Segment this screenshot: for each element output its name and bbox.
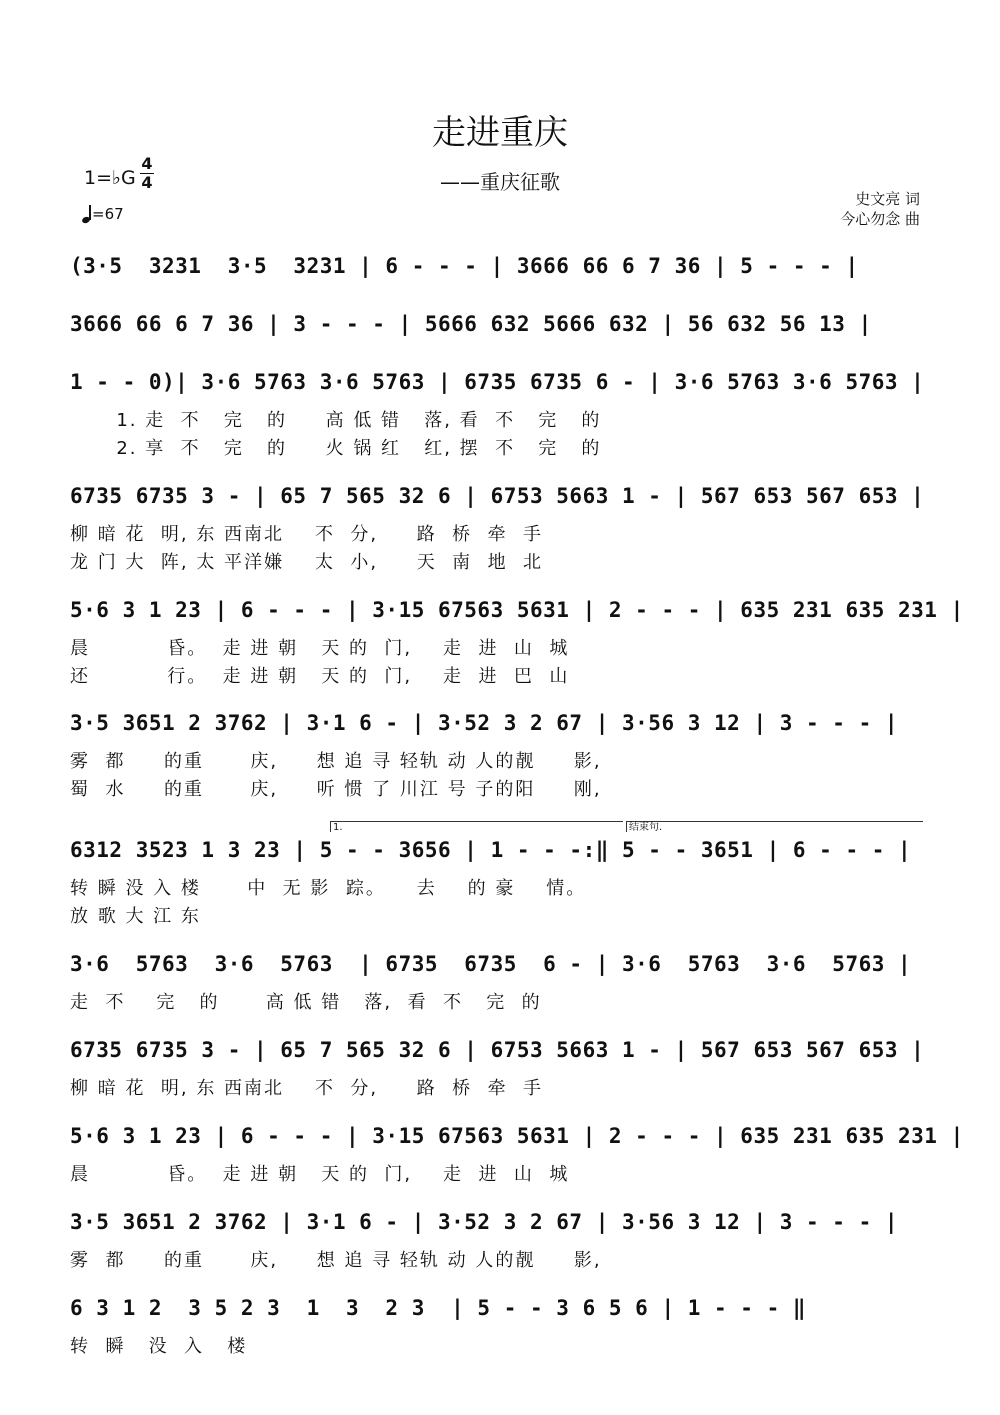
song-title: 走进重庆 [432, 113, 568, 153]
jianpu-line: 6 3 1 2 3 5 2 3 1 3 2 3 | 5 - - 3 6 5 6 | 1 - - - ‖ [70, 1296, 807, 1320]
jianpu-line: (3·5 3231 3·5 3231 | 6 - - - | 3666 66 6 7 36 | 5 - - - | [70, 254, 859, 278]
lyric-line: 放 歌 大 江 东 [70, 906, 201, 927]
lyric-line: 柳 暗 花 明, 东 西南北 不 分, 路 桥 牵 手 [70, 524, 544, 545]
meter-top: 4 [141, 154, 153, 173]
lyric-line: 雾 都 的重 庆, 想 追 寻 轻轨 动 人的靓 影, [70, 1250, 602, 1271]
quarter-note-icon [82, 205, 92, 223]
jianpu-line: 1 - - 0)| 3·6 5763 3·6 5763 | 6735 6735 6 - | 3·6 5763 3·6 5763 | [70, 370, 925, 394]
song-subtitle: ——重庆征歌 [440, 170, 560, 194]
score-system [70, 1208, 930, 1271]
lyric-line: 蜀 水 的重 庆, 听 惯 了 川江 号 子的阳 刚, [70, 779, 602, 800]
score-system [70, 1294, 930, 1357]
lyric-line: 晨 昏。 走 进 朝 天 的 门, 走 进 山 城 [70, 638, 570, 659]
jianpu-line: 3·5 3651 2 3762 | 3·1 6 - | 3·52 3 2 67 | 3·56 3 12 | 3 - - - | [70, 1210, 899, 1234]
coda-ending-bracket: 结束句. [626, 821, 923, 832]
meter-bottom: 4 [141, 173, 153, 192]
jianpu-line: 3·5 3651 2 3762 | 3·1 6 - | 3·52 3 2 67 | 3·56 3 12 | 3 - - - | [70, 711, 899, 735]
jianpu-line: 3666 66 6 7 36 | 3 - - - | 5666 632 5666 632 | 56 632 56 13 | [70, 312, 872, 336]
jianpu-line: 6735 6735 3 - | 65 7 565 32 6 | 6753 5663 1 - | 567 653 567 653 | [70, 484, 925, 508]
first-ending-bracket: 1. [330, 821, 623, 832]
tempo-marking [82, 205, 124, 223]
score-system [70, 482, 930, 573]
lyric-line: 转 瞬 没 入 楼 [70, 1336, 248, 1357]
time-signature [140, 155, 154, 192]
jianpu-line: 5·6 3 1 23 | 6 - - - | 3·15 67563 5631 | 2 - - - | 635 231 635 231 | [70, 1124, 964, 1148]
lyric-line: 雾 都 的重 庆, 想 追 寻 轻轨 动 人的靓 影, [70, 751, 602, 772]
score-system [70, 709, 930, 800]
lyric-line: 转 瞬 没 入 楼 中 无 影 踪。 去 的 豪 情。 [70, 878, 587, 899]
composer-credit: 今心勿念 曲 [840, 210, 920, 228]
jianpu-line: 6735 6735 3 - | 65 7 565 32 6 | 6753 5663 1 - | 567 653 567 653 | [70, 1038, 925, 1062]
tempo-value: =67 [92, 205, 124, 223]
key-signature: 1=♭G [84, 167, 136, 189]
score-system [70, 252, 930, 280]
lyric-line: 1. 走 不 完 的 高 低 错 落, 看 不 完 的 [70, 410, 602, 431]
lyric-line: 晨 昏。 走 进 朝 天 的 门, 走 进 山 城 [70, 1164, 570, 1185]
lyric-line: 还 行。 走 进 朝 天 的 门, 走 进 巴 山 [70, 666, 570, 687]
score-system [70, 950, 930, 1013]
score-system [70, 836, 930, 927]
lyricist-credit: 史文亮 词 [855, 190, 920, 208]
jianpu-line: 6312 3523 1 3 23 | 5 - - 3656 | 1 - - -:‖ 5 - - 3651 | 6 - - - | [70, 838, 912, 862]
score-system [70, 1122, 964, 1185]
jianpu-line: 5·6 3 1 23 | 6 - - - | 3·15 67563 5631 | 2 - - - | 635 231 635 231 | [70, 598, 964, 622]
jianpu-line: 3·6 5763 3·6 5763 | 6735 6735 6 - | 3·6 5763 3·6 5763 | [70, 952, 912, 976]
score-system [70, 310, 930, 338]
score-system [70, 596, 964, 687]
score-system [70, 1036, 930, 1099]
lyric-line: 2. 享 不 完 的 火 锅 红 红, 摆 不 完 的 [70, 438, 602, 459]
lyric-line: 柳 暗 花 明, 东 西南北 不 分, 路 桥 牵 手 [70, 1078, 544, 1099]
lyric-line: 走 不 完 的 高 低 错 落, 看 不 完 的 [70, 992, 542, 1013]
lyric-line: 龙 门 大 阵, 太 平洋嫌 太 小, 天 南 地 北 [70, 552, 544, 573]
score-system [70, 368, 930, 459]
